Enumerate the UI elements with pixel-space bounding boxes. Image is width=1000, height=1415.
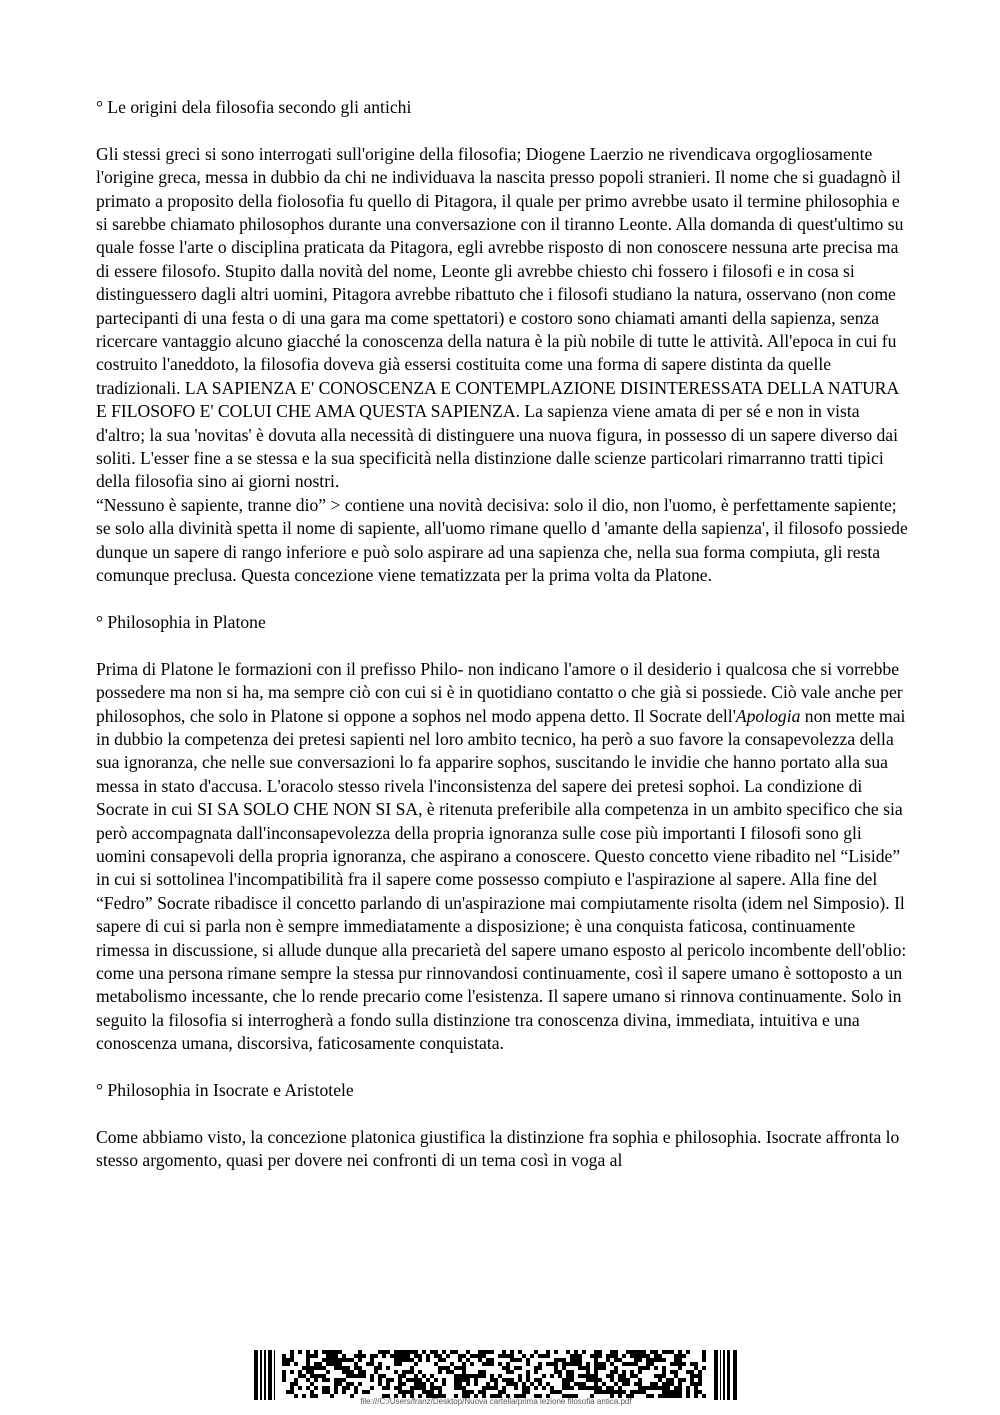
book-title-apologia: Apologia — [735, 705, 801, 726]
paragraph-text-part: Prima di Platone le formazioni con il prefisso Philo- non indicano l'amore o il desiderio i qualcosa che si vorrebbe possedere ma non si ha, ma sempre ciò con cui si è in quotidiano contatto o che già si possiede. Ciò vale anche per philosophos, che solo in Platone si oppone a sophos nel modo appena detto. Il Socrate dell' — [96, 658, 903, 726]
paragraph-gap — [96, 588, 908, 611]
paragraph-origini — [96, 143, 908, 588]
section-heading-isocrate: ° Philosophia in Isocrate e Aristotele — [96, 1080, 354, 1100]
paragraph-text — [96, 658, 908, 1056]
footer-file-path: file:///C:/Users/franz/Desktop/Nuova cartella/prima lezione filosofia antica.pdf — [360, 1397, 632, 1406]
paragraph-text: “Nessuno è sapiente, tranne dio” > contiene una novità decisiva: solo il dio, non l'uomo, è perfettamente sapiente; se solo alla divinità spetta il nome di sapiente, all'uomo rimane quello d 'amante della sapienza', il filosofo possiede dunque un sapere di rango inferiore e può solo aspirare ad una sapienza che, nella sua forma compiuta, gli resta comunque preclusa. Questa concezione viene tematizzata per la prima volta da Platone. — [96, 494, 908, 586]
paragraph-text-part: non mette mai in dubbio la competenza dei pretesi sapienti nel loro ambito tecnico, ha però a suo favore la consapevolezza della sua ignoranza, che nelle sue conversazioni lo fa apparire sophos, suscitando le invidie che hanno portato alla sua messa in stato d'accusa. L'oracolo stesso rivela l'inconsistenza del sapere dei pretesi sophoi. La condizione di Socrate in cui SI SA SOLO CHE NON SI SA, è ritenuta preferibile alla competenza in un ambito specifico che sia però accompagnata dall'inconsapevolezza della propria ignoranza sulle cose più importanti I filosofi sono gli uomini consapevoli della propria ignoranza, che aspirano a conoscere. Questo concetto viene ribadito nel “Liside” in cui si sottolinea l'incompatibilità fra il sapere come possesso compiuto e l'aspirazione al sapere. Alla fine del “Fedro” Socrate ribadisce il concetto parlando di un'aspirazione mai compiutamente risolta (idem nel Simposio). Il sapere di cui si parla non è sempre immediatamente a disposizione; è una conquista faticosa, continuamente rimessa in discussione, si allude dunque alla precarietà del sapere umano esposto al pericolo incombente dell'oblio: come una persona rimane sempre la stessa pur rinnovandosi continuamente, così il sapere umano è sottoposto a un metabolismo incessante, che lo rende precario come l'esistenza. Il sapere umano si rinnova continuamente. Solo in seguito la filosofia si interrogherà a fondo sulla distinzione tra conoscenza divina, immediata, intuitiva e una conoscenza umana, discorsiva, faticosamente conquistata. — [96, 705, 907, 1054]
barcode — [254, 1350, 738, 1404]
paragraph-platone — [96, 658, 908, 1056]
paragraph-text: Come abbiamo visto, la concezione platonica giustifica la distinzione fra sophia e philosophia. Isocrate affronta lo stesso argomento, quasi per dovere nei confronti di un tema così in voga al — [96, 1126, 900, 1171]
paragraph-text: Gli stessi greci si sono interrogati sull'origine della filosofia; Diogene Laerzio ne rivendicava orgogliosamente l'origine greca, messa in dubbio da chi ne individuava la nascita presso popoli stranieri. Il nome che si guadagnò il primato a proposito della fiolosofia fu quello di Pitagora, il quale per primo avrebbe usato il termine philosophia e si sarebbe chiamato philosophos durante una conversazione con il tiranno Leonte. Alla domanda di quest'ultimo su quale fosse l'arte o disciplina praticata da Pitagora, egli avrebbe risposto di non conoscere nessuna arte precisa ma di essere filosofo. Stupito dalla novità del nome, Leonte gli avrebbe chiesto chi fossero i filosofi e in cosa si distinguessero dagli altri uomini, Pitagora avrebbe ribattuto che i filosofi studiano la natura, osservano (non come partecipanti di una festa o di una gara ma come spettatori) e costoro sono chiamati amanti della sapienza, senza ricercare vantaggio alcuno giacché la conoscenza della natura è la più nobile di tutte le attività. All'epoca in cui fu costruito l'aneddoto, la filosofia doveva già essersi costituita come una forma di sapere distinta da quelle tradizionali. LA SAPIENZA E' CONOSCENZA E CONTEMPLAZIONE DISINTERESSATA DELLA NATURA E FILOSOFO E' COLUI CHE AMA QUESTA SAPIENZA. La sapienza viene amata di per sé e non in vista d'altro; la sua 'novitas' è dovuta alla necessità di distinguere una nuova figura, in possesso di un sapere diverso dai soliti. L'esser fine a se stessa e la sua specificità nella distinzione dalle scienze particolari rimarranno tratti tipici della filosofia sino ai giorni nostri. — [96, 143, 904, 492]
paragraph-isocrate — [96, 1126, 908, 1173]
section-heading-platone: ° Philosophia in Platone — [96, 611, 266, 632]
barcode-graphic — [254, 1350, 738, 1400]
section-heading-origini: ° Le origini dela filosofia secondo gli antichi — [96, 97, 412, 117]
document-body — [96, 96, 908, 1196]
